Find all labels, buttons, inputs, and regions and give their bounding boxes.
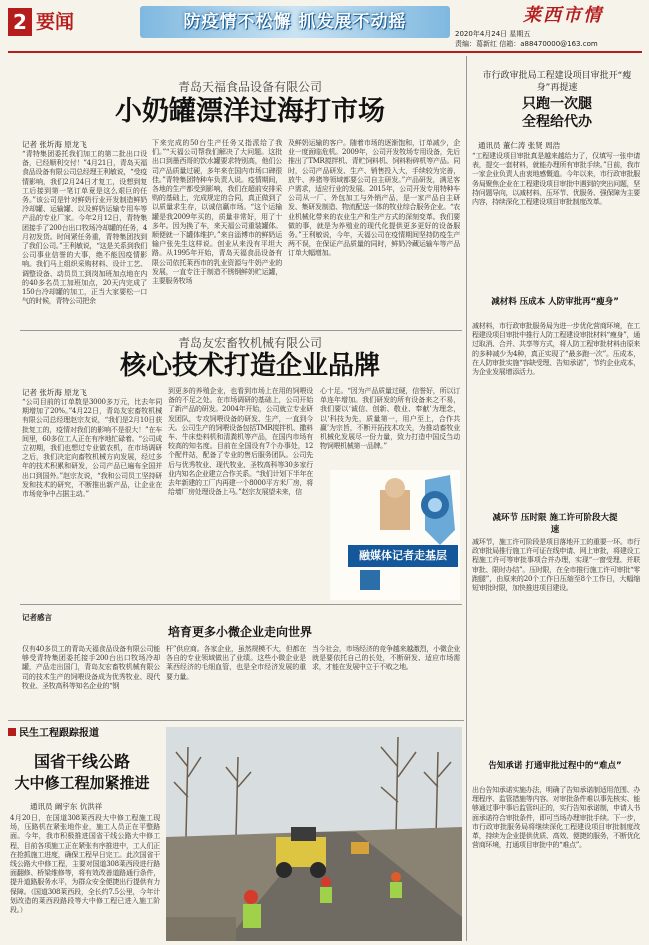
note-col2: 杆”供应商。各家企业，虽然规模不大，但都在各自的专业领域做出了业绩。这些小微企业是莱西经济的毛细血管，也是全市经济发展的重要力量。: [166, 645, 306, 681]
note-title: 培育更多小微企业走向世界: [167, 625, 312, 639]
story1-kicker: 青岛天福食品设备有限公司: [177, 80, 322, 94]
story3-section-text: 民生工程跟踪报道: [19, 728, 99, 739]
story1-byline: 记者 张圻海 原龙飞: [22, 140, 87, 149]
story2-kicker: 青岛友宏畜牧机械有限公司: [177, 336, 322, 350]
story2-col3: 心十足。“因为产品质量过硬，信誉好，所以订单连年增加。我们研发的所有设备来之不易，我们要以‘诚信、创新、敬业、奉献’为理念，以‘科技为先，质量第一，用户至上，合作共赢’为宗旨，不断开拓技术攻关，为推动畜牧业机械化发展尽一份力量，致力打造中国反刍动物饲喂机械第一品牌。”: [320, 387, 460, 451]
paper-name-logo: 莱西市情: [523, 5, 603, 26]
story3-section-tag: [8, 727, 158, 741]
slogan-banner: [140, 6, 450, 38]
note-col3: 当今社会，市场经济的竞争越来越激烈，小微企业就是要依托自己的长处，不断研发、适应市场需求，才能在发展中立于不败之地。: [312, 645, 460, 672]
media-reporter-label: 融媒体记者走基层: [348, 545, 458, 567]
story2-headline: 核心技术打造企业品牌: [119, 351, 380, 381]
issue-date: 2020年4月24日 星期五: [455, 30, 531, 38]
road-construction-photo: [166, 727, 462, 941]
story4-headline-1: 只跑一次腿: [522, 96, 592, 112]
note-col1: 仅有40多员工的青岛天福食品设备有限公司能够受青特集团委托接手200台出口牧场冷却罐，产品走出国门，青岛友宏畜牧机械有限公司的技术生产的饲喂设备成为优秀牧业、现代牧业、圣牧高科等知名企业的“钢: [22, 645, 160, 690]
page-number-badge: 2: [8, 8, 32, 36]
story3-headline-2: 大中修工程加紧推进: [14, 774, 150, 792]
header-rule: [8, 51, 642, 53]
story2-byline: 记者 张圻海 原龙飞: [22, 388, 87, 397]
story1-headline: 小奶罐漂洋过海打市场: [115, 96, 385, 127]
reporter-camera-icon: [330, 470, 460, 600]
section-square-icon: [8, 728, 16, 736]
story4-subhead-3: 告知承诺 打通审批过程中的“难点”: [488, 761, 622, 771]
divider: [20, 604, 462, 605]
divider: [8, 720, 464, 721]
story4-headline-2: 全程给代办: [522, 114, 592, 130]
story4-section-3: 出台告知承诺实施办法，明确了告知承诺制适用范围、办理程序、监管措施等内容。对审批条件难以事先核实、能够通过事中事后监管纠正的，实行告知承诺制，申请人书面承诺符合审批条件，即可当场办理审批手续。下一步，市行政审批服务局将继续深化工程建设项目审批制度改革，持续为企业提供优质、高效、便捷的服务，不断优化营商环境，打通项目审批中的“难点”。: [472, 786, 640, 850]
story4-subhead-2: 减环节 压时限 施工许可阶段大提速: [492, 513, 618, 535]
story4-byline: 通讯员 董仁涛 张贤 周浩: [478, 141, 561, 150]
story3-text: 4月20日，在国道308莱西段大中修工程施工现场，压路机在紧张地作业，施工人员正在平整路面。今年，我市积极推进国省干线公路大中修工程，目前各项施工正在紧张有序推进中，工人们正在抢抓施工进度，确保工程早日完工。此次国省干线公路大中修工程，主要对国道308莱西段进行路面翻修、桥梁维修等，将有效改善道路通行条件，提升道路服务水平，为群众安全便捷出行提供有力保障。（国道308莱西段，全长约7.5公里，今年计划改造的莱西段路段等大中修工程已进入施工阶段。）: [10, 814, 160, 915]
slogan-text: 防疫情不松懈 抓发展不动摇: [183, 12, 407, 32]
story4-section-2: 减环节，施工许可阶段是项目落地开工的重要一环。市行政审批局推行施工许可证在线申请、网上审批，将建设工程施工许可等审批事项合并办理，实现“一窗受理、并联审批、限时办结”。压时限，在全市推行施工许可审批“零跑腿”，由原来的20个工作日压缩至8个工作日，大幅缩短审批时限，加快推进项目建设。: [472, 538, 640, 593]
road-photo-graphic: [166, 727, 462, 941]
story3-byline: 通讯员 阚宇东 伉洪祥: [30, 802, 103, 811]
story4-section-1: 减材料，市行政审批服务局为进一步优化营商环境，在工程建设项目审批中推行人防工程建设审批材料“瘦身”，通过取消、合并、共享等方式，将人防工程审批材料由原来的多种减少为4种，真正实现了“最多跑一次”。压成本，在人防审批实施“容缺受理、告知承诺”，节约企业成本，为企业发展增添活力。: [472, 322, 640, 377]
editor-info: 责编：葛新红 信箱：a88470000@163.com: [455, 40, 598, 48]
story4-subhead-1: 减材料 压成本 人防审批再“瘦身”: [491, 297, 619, 307]
story3-headline-1: 国省干线公路: [33, 752, 130, 771]
story4-intro: “工程建设项目审批真是越来越给力了，仅填写一张申请表，提交一套材料，就能办理所有审批手续。”日前，我市一家企业负责人由衷地感慨道。今年以来，市行政审批服务局聚焦企业在工程建设项目审批中遇到的突出问题，坚持问题导向，以减材料、压环节、优服务、强保障为主要内容，持续深化工程建设项目审批制度改革。: [472, 152, 640, 207]
note-label: 记者感言: [22, 613, 52, 622]
section-title: 要闻: [36, 11, 75, 33]
story2-col2: 到更多的养殖企业，也看到市场上在用的饲喂设备的不足之处。在市场调研的基础上，公司开始了新产品的研发。2004年开始，公司就立专业研发团队，专攻饲喂设备的研发、生产，一直到今天。公司生产的饲喂设备包括TMR搅拌机、撒料车、牛床垫料机和清粪机等产品，在国内市场有较高的知名度。目前在全国设有7个办事处，12个配件站，配备了专业的售后服务团队。公司先后与优秀牧业、现代牧业、圣牧高科等30多家行业内知名企业建立合作关系。“我们计划下半年在去年新建的工厂内再建一个8000平方米厂房，将给墙厂房处理设备上马。”赵宗友展望未来，信: [168, 387, 313, 497]
media-reporter-badge: [330, 470, 460, 600]
column-divider: [466, 56, 467, 941]
story1-col3: 及鲜奶运输的客户。随着市场的逐渐饱和，订单减少，企业一度面临危机。2009年，公司开发牧场专用设备，先后推出了TMR搅拌机、青贮饲料机、饲料粉碎机等产品。同时，公司产品研发、生产、销售投入大，手续较为完善，放牛、养猪等领域都要公司自主研发。”产品研发，满足客户需求，适应行业的发展。2015年，公司开发专用特种车公司从一厂、外包加工与外销产品，是一家产品自主研发、集研发制造、物流配送一体的牧业综合服务企业。“农业机械化带来的农业生产和生产方式的深刻变革。我们要做的事，就是为养殖业的现代化提供更多更好的设备服务。”王利敏说，今年，天福公司在疫情期间坚持防疫生产两不误，在保证产品质量的同时，鲜奶冷藏运输车等产品订单大幅增加。: [288, 139, 460, 258]
story2-col1: “公司目前的订单数是3000多万元，比去年同期增加了20%。”4月22日，青岛友宏畜牧机械有限公司总经理赵宗友说，“我们是2月10日获批复工的，疫情对我们的影响不是很大！”在车间里，60多位工人正在有序地忙碌着。“公司成立初期，我们也想过专业做农机，在市场调研之后，我们决定向畜牧机械方向发展，经过多年的技术积累和研发，公司产品已遍布全国并出口到国外。”赵宗友说，“我和公司员工坚持研发和技术的研究，不断推出新产品，让企业在市场竞争中占据主动。”: [22, 398, 162, 499]
divider: [20, 330, 462, 331]
story1-col1: “青特集团委托我们加工的第二批出口设备，已经顺利交付！”4月21日，青岛天福食品设备有限公司总经理王利敏说，“受疫情影响，我们2月24日才复工，设想到复工后接到第一笔订单竟是这么艰巨的任务。”该公司是针对鲜奶行业开发制造鲜奶冷却罐、运输罐、以及鲜奶运输专用车等产品的专业厂家。今年2月12日，青特集团接手了200台出口牧场冷却罐的任务，4月初发货。时间紧任务重，青特集团找到了我们公司。”王利敏说，“这是关系到我们公司事业信誉的大事，绝不能因疫情影响。我们马上组织采购材料、设计工艺、调整设备、动员员工到岗加班加点地在内的40多名员工加班加点，20天内完成了150台冷却罐的加工，正当大家要松一口气的时候，青特公司把余: [22, 150, 147, 306]
story4-top-headline: 市行政审批局工程建设项目审批开“瘦身”再提速: [482, 71, 632, 93]
story1-col2: 下来完成的50台生产任务又指派给了我们。”“天福公司帮我们解决了大问题。这批出口到墨西哥的饮水罐要求特别高，他们公司产品质量过硬，多年来在国内市场口碑很佳。”青特集团特种车负责人说。疫情期间，各地的生产都受到影响，我们在超前安排采购的基础上，完成规定的合同，真正做到了以质量求生存，以诚信赢市场。“这个运输罐是我2009年买的，质量非常好，用了十多年。因为换了车，来天福公司重装罐体。顺便就一下罐体维护。”来自淄博市的鲜奶运输户张先生这样说。创业从来没有平坦大路。从1995年开始，青岛天福食品设备有限公司依托莱西市的乳业资源与牛奶产业的发展，一直专注于制造不锈钢鲜奶贮运罐，主要服务牧场: [152, 139, 282, 286]
